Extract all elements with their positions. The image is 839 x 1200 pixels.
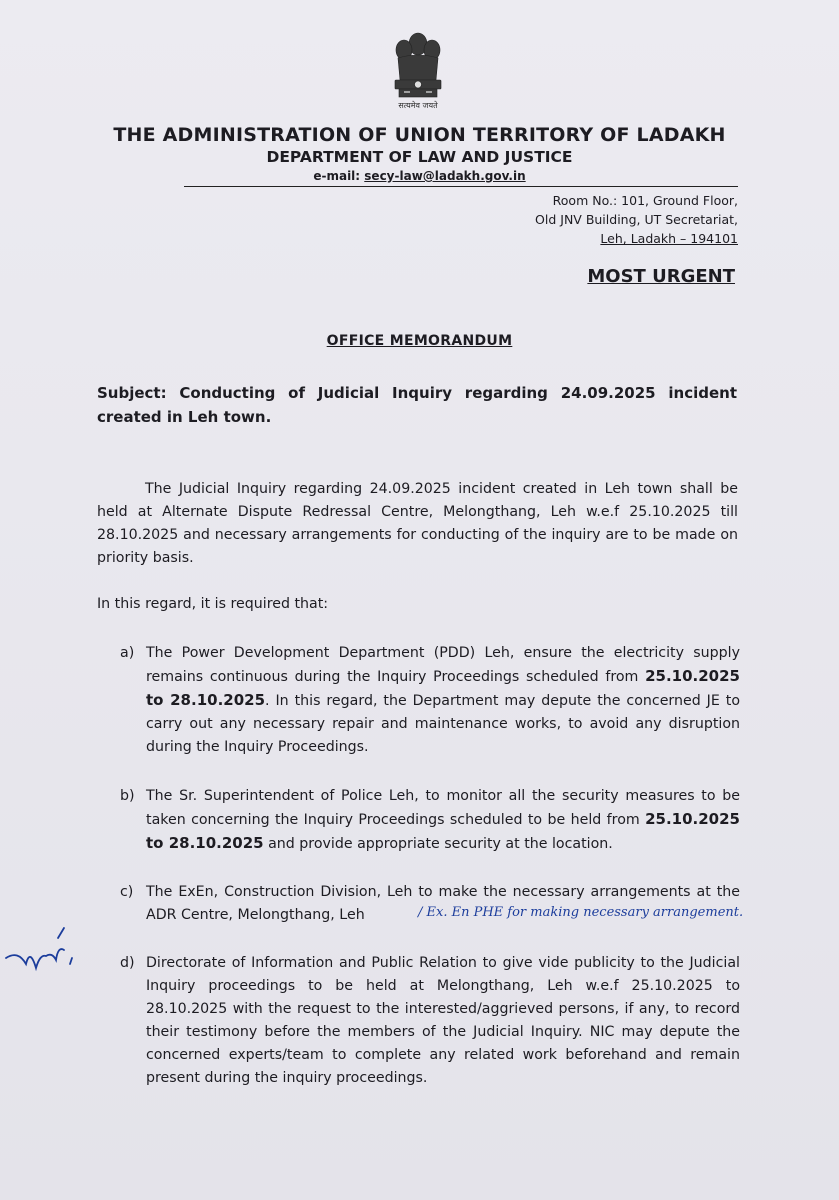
list-item-b (120, 785, 740, 856)
list-item-label: d) (120, 955, 135, 971)
handwritten-annotation: / Ex. En PHE for making necessary arrangement. (418, 905, 744, 920)
list-item-text (146, 785, 740, 856)
item-date-range: 25.10.2025 to 28.10.2025 (146, 667, 740, 709)
item-text-part: and provide appropriate security at the location. (263, 836, 613, 852)
list-item-a (120, 642, 740, 759)
address-line-1: Room No.: 101, Ground Floor, (552, 193, 738, 208)
handwritten-signature-icon (0, 920, 90, 990)
priority-label: MOST URGENT (587, 266, 735, 287)
emblem-motto: सत्यमेव जयते (398, 101, 438, 110)
header-divider (184, 186, 738, 187)
subject-line: Subject: Conducting of Judicial Inquiry regarding 24.09.2025 incident created in Leh town. (97, 384, 737, 426)
list-item-d (120, 952, 740, 1090)
item-text-part: The Sr. Superintendent of Police Leh, to monitor all the security measures to be taken concerning the Inquiry Proceedings scheduled to be held from (146, 788, 740, 828)
national-emblem-icon (378, 28, 458, 110)
list-item-text: Directorate of Information and Public Relation to give vide publicity to the Judicial Inquiry proceedings to be held at Melongthang, Leh w.e.f 25.10.2025 to 28.10.2025 with the request to the interested/aggrieved persons, if any, to record their testimony before the members of the Judicial Inquiry. NIC may depute the concerned experts/team to complete any related work beforehand and remain present during the inquiry proceedings. (146, 955, 740, 1086)
address-line-3: Leh, Ladakh – 194101 (600, 231, 738, 246)
email-line (0, 169, 839, 183)
list-item-text: The ExEn, Construction Division, Leh to make the necessary arrangements at the ADR Centre, Melongthang, Leh (146, 884, 740, 923)
org-title: THE ADMINISTRATION OF UNION TERRITORY OF LADAKH (113, 124, 726, 146)
email-label: e-mail: (313, 169, 365, 183)
list-item-label: a) (120, 645, 135, 661)
address-line-2: Old JNV Building, UT Secretariat, (535, 212, 738, 227)
body-paragraph-1: The Judicial Inquiry regarding 24.09.2025 incident created in Leh town shall be held at Alternate Dispute Redressal Centre, Melongthang, Leh w.e.f 25.10.2025 till 28.10.2025 and necessary arrangements for conducting of the inquiry are to be made on priority basis. (97, 481, 738, 566)
department-title: DEPARTMENT OF LAW AND JUSTICE (266, 148, 573, 166)
list-item-label: c) (120, 884, 134, 900)
document-type-heading: OFFICE MEMORANDUM (326, 333, 513, 349)
item-date-range: 25.10.2025 to 28.10.2025 (146, 810, 740, 852)
item-text-part: The Power Development Department (PDD) Leh, ensure the electricity supply remains continuous during the Inquiry Proceedings scheduled from (146, 645, 740, 685)
email-link[interactable]: secy-law@ladakh.gov.in (364, 169, 526, 183)
list-item-text (146, 642, 740, 759)
body-paragraph-2: In this regard, it is required that: (97, 596, 329, 612)
item-text-part: . In this regard, the Department may depute the concerned JE to carry out any necessary repair and maintenance works, to avoid any disruption during the Inquiry Proceedings. (146, 693, 740, 755)
list-item-label: b) (120, 788, 135, 804)
office-address (535, 191, 738, 248)
